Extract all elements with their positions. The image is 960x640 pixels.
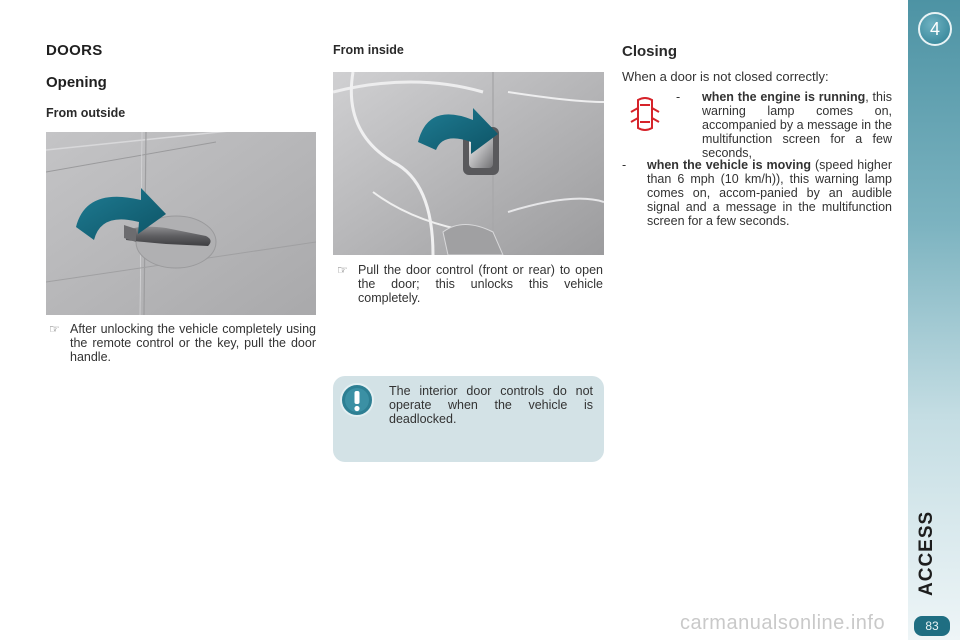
chapter-number-badge: 4 [918,12,952,46]
closing-item-2-dash: - [622,158,627,172]
opening-heading: Opening [46,74,107,91]
note-text: The interior door controls do not operate when the vehicle is deadlocked. [389,384,593,426]
closing-heading: Closing [622,43,677,60]
closing-item-1-text: , this warning lamp comes on, accompanied by a message in the multifunction screen for a few seconds, [702,90,893,160]
closing-item-1-condition: when the engine is running [702,90,866,104]
closing-intro: When a door is not closed correctly: [622,69,829,84]
pointer-bullet-icon: ☞ [49,322,60,336]
closing-item-2-condition: when the vehicle is moving [647,158,811,172]
inside-instruction: Pull the door control (front or rear) to open the door; this unlocks this vehicle completely. [358,263,603,305]
page-number: 83 [914,616,950,636]
from-inside-heading: From inside [333,43,404,57]
note-box [333,376,604,462]
chapter-label: ACCESS [916,510,937,596]
pointer-bullet-icon: ☞ [337,263,348,277]
closing-item-1-dash: - [676,90,681,104]
door-handle-illustration [46,132,316,315]
from-outside-heading: From outside [46,106,126,120]
closing-item-2-text: (speed higher than 6 mph (10 km/h)), this warning lamp comes on, accom-panied by an audible signal and a message in the multifunction screen for a few seconds. [647,158,892,228]
closing-item-1 [702,90,892,160]
section-title: DOORS [46,42,103,59]
exclamation-warning-icon [339,382,375,418]
interior-door-control-illustration [333,72,604,255]
door-open-car-icon [628,94,662,136]
outside-instruction: After unlocking the vehicle completely using the remote control or the key, pull the door handle. [70,322,316,364]
closing-item-2 [647,158,892,228]
watermark: carmanualsonline.info [680,612,886,634]
